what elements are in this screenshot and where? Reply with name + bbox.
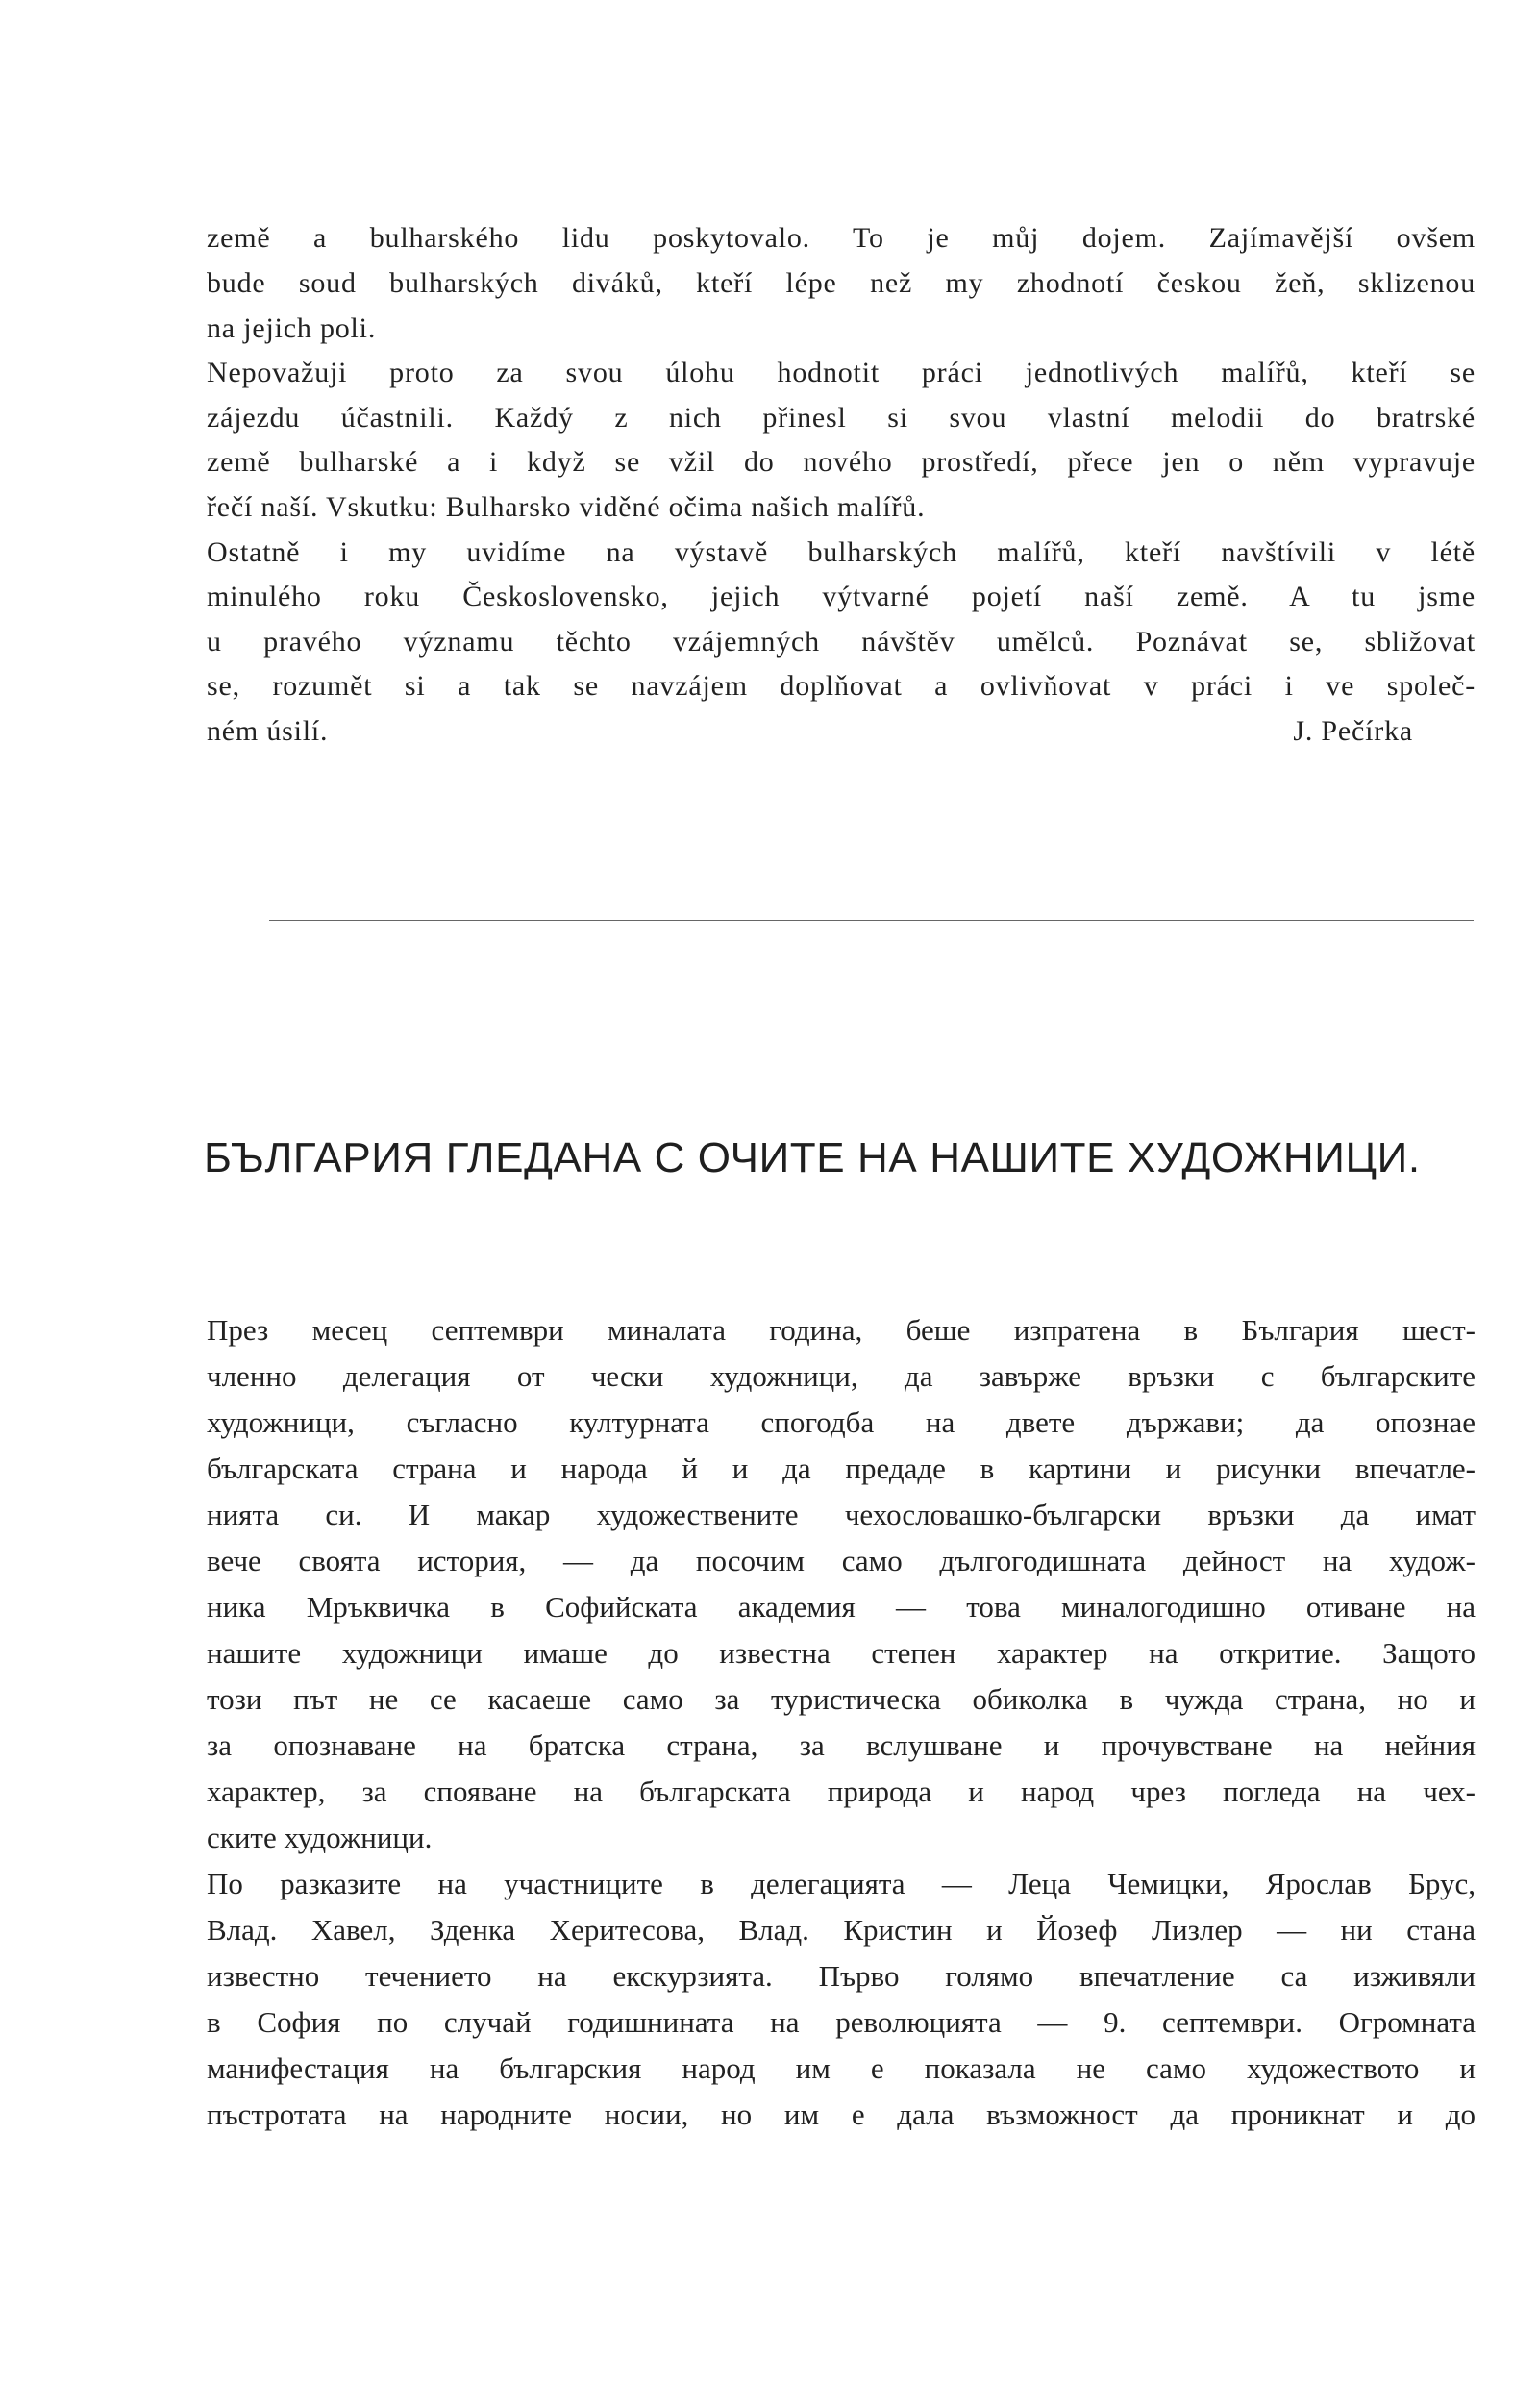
article-heading: БЪЛГАРИЯ ГЛЕДАНА С ОЧИТЕ НА НАШИТЕ ХУДОЖНИЦИ. bbox=[204, 1134, 1421, 1182]
bulgarian-text-line: за опознаване на братска страна, за вслушване и прочувстване на нейния bbox=[207, 1728, 1476, 1762]
bulgarian-text-line: в София по случай годишнината на революцията — 9. септември. Огромната bbox=[207, 2005, 1476, 2039]
czech-text-line: Nepovažuji proto za svou úlohu hodnotit práci jednotlivých malířů, kteří se bbox=[207, 357, 1476, 388]
bulgarian-text-line: пъстротата на народните носии, но им е дала възможност да проникнат и до bbox=[207, 2098, 1476, 2131]
bulgarian-text-line: Влад. Хавел, Зденка Херитесова, Влад. Кристин и Йозеф Лизлер — ни стана bbox=[207, 1913, 1476, 1947]
czech-text-line: země bulharské a i když se vžil do nového prostředí, přece jen o něm vypravuje bbox=[207, 446, 1476, 478]
bulgarian-text-line: нията си. И макар художествените чехословашко-български връзки да имат bbox=[207, 1498, 1476, 1531]
czech-text-line: zájezdu účastnili. Každý z nich přinesl si svou vlastní melodii do bratrské bbox=[207, 402, 1476, 434]
signature: J. Pečírka bbox=[1293, 715, 1413, 747]
bulgarian-text-line: художници, съгласно културната спогодба на двете държави; да опознае bbox=[207, 1405, 1476, 1439]
bulgarian-text-line: ника Мръквичка в Софийската академия — това миналогодишно отиване на bbox=[207, 1590, 1476, 1624]
bulgarian-text-line: известно течението на екскурзията. Първо голямо впечатление са изживяли bbox=[207, 1959, 1476, 1993]
bulgarian-text-line: По разказите на участниците в делегацията — Леца Чемицки, Ярослав Брус, bbox=[207, 1867, 1476, 1900]
bulgarian-text-line: манифестация на българския народ им е показала не само художеството и bbox=[207, 2051, 1476, 2085]
bulgarian-text-line: характер, за спояване на българската природа и народ чрез погледа на чех- bbox=[207, 1775, 1476, 1808]
bulgarian-text-line: членно делегация от чески художници, да завърже връзки с българските bbox=[207, 1359, 1476, 1393]
czech-text-line: se, rozumět si a tak se navzájem doplňovat a ovlivňovat v práci i ve společ- bbox=[207, 670, 1476, 702]
czech-text-line: na jejich poli. bbox=[207, 312, 377, 344]
czech-text-line: řečí naší. Vskutku: Bulharsko viděné očima našich malířů. bbox=[207, 491, 926, 523]
czech-text-line: u pravého významu těchto vzájemných návštěv umělců. Poznávat se, sbližovat bbox=[207, 626, 1476, 658]
czech-text-last: ném úsilí. bbox=[207, 715, 329, 747]
bulgarian-text-line: ските художници. bbox=[207, 1821, 433, 1854]
section-divider bbox=[269, 920, 1474, 921]
czech-text-line: Ostatně i my uvidíme na výstavě bulharských malířů, kteří navštívili v létě bbox=[207, 536, 1476, 568]
czech-text-line: země a bulharského lidu poskytovalo. To je můj dojem. Zajímavější ovšem bbox=[207, 222, 1476, 254]
bulgarian-text-line: вече своята история, — да посочим само дългогодишната дейност на худож- bbox=[207, 1544, 1476, 1577]
bulgarian-text-line: През месец септември миналата година, беше изпратена в България шест- bbox=[207, 1313, 1476, 1347]
czech-text-line bbox=[207, 710, 1476, 753]
bulgarian-text-line: българската страна и народа й и да предаде в картини и рисунки впечатле- bbox=[207, 1452, 1476, 1485]
czech-text-line: bude soud bulharských diváků, kteří lépe než my zhodnotí českou žeň, sklizenou bbox=[207, 267, 1476, 299]
czech-text-line: minulého roku Československo, jejich výtvarné pojetí naší země. A tu jsme bbox=[207, 581, 1476, 612]
bulgarian-text-line: нашите художници имаше до известна степен характер на откритие. Защото bbox=[207, 1636, 1476, 1670]
bulgarian-text-line: този път не се касаеше само за туристическа обиколка в чужда страна, но и bbox=[207, 1682, 1476, 1716]
